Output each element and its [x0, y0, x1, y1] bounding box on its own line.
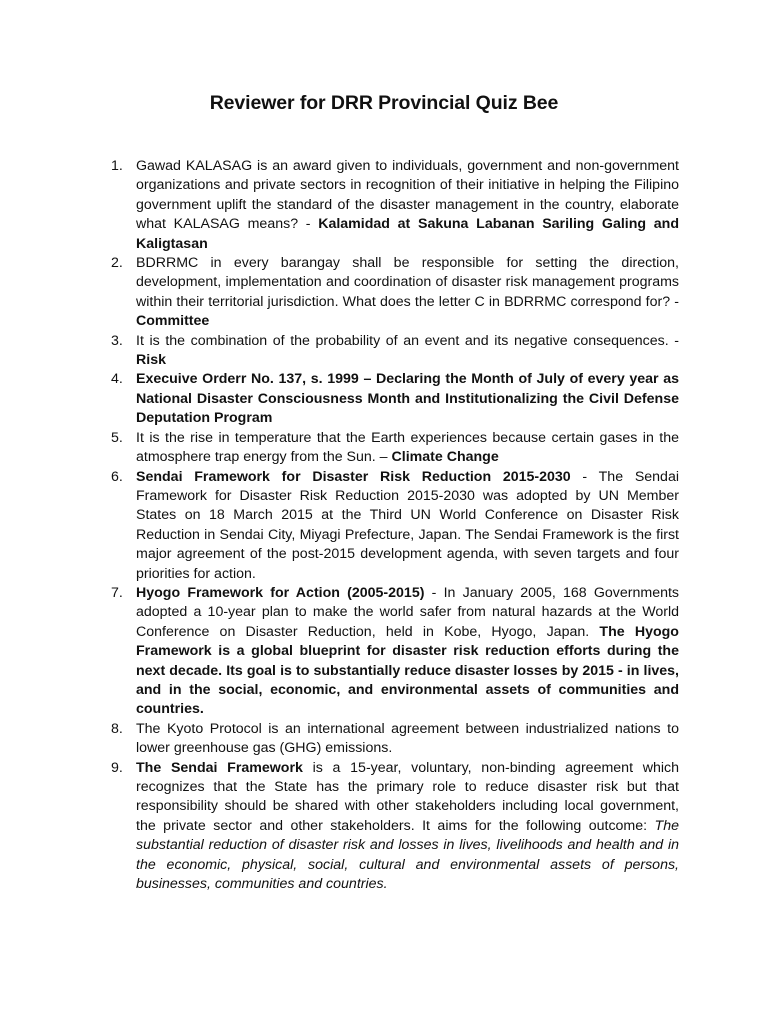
item-text: BDRRMC in every barangay shall be responsible for setting the direction, development, implementation and coordination of disaster risk management programs within their territorial jurisdiction. What does the letter C in BDRRMC correspond for? - — [136, 255, 679, 310]
item-answer: Kalamidad at Sakuna Labanan Sariling Galing and Kaligtasan — [136, 216, 679, 252]
item-number: 6. — [111, 468, 123, 485]
list-item — [111, 332, 679, 371]
item-heading: The Sendai Framework — [136, 759, 303, 776]
item-number: 5. — [111, 429, 123, 446]
question-list — [111, 157, 680, 894]
list-item — [111, 468, 679, 584]
item-number: 3. — [111, 332, 123, 349]
item-heading: Hyogo Framework for Action (2005-2015) — [136, 584, 425, 601]
item-text: - In January 2005, 168 Governments adopted a 10-year plan to make the world safer from natural hazards at the World Conference on Disaster Reduction, held in Kobe, Hyogo, Japan. — [136, 584, 680, 640]
item-answer: Risk — [136, 352, 166, 369]
list-item — [111, 157, 679, 254]
item-text: It is the combination of the probability of an event and its negative consequences. - — [136, 332, 679, 349]
item-number: 8. — [111, 720, 123, 737]
list-item — [111, 720, 679, 759]
list-item — [111, 584, 680, 720]
item-number: 7. — [111, 584, 123, 601]
list-item — [111, 759, 679, 895]
item-number: 4. — [111, 371, 123, 388]
item-text: is a 15-year, voluntary, non-binding agreement which recognizes that the State has the primary role to reduce disaster risk but that responsibility should be shared with other stakeholders including local government, the private sector and other stakeholders. It aims for the following outcome: — [136, 759, 679, 834]
list-item — [111, 254, 679, 332]
list-item — [111, 429, 679, 468]
item-answer: Climate Change — [391, 449, 499, 466]
item-number: 9. — [111, 759, 123, 776]
item-quote: The substantial reduction of disaster risk and losses in lives, livelihoods and health and in the economic, physical, social, cultural and environmental assets of persons, businesses, communities and countries. — [136, 817, 679, 893]
document-title: Reviewer for DRR Provincial Quiz Bee — [209, 92, 559, 114]
list-item — [111, 370, 679, 428]
item-emphasis: The Hyogo Framework is a global blueprint for disaster risk reduction efforts during the next decade. Its goal is to substantially reduce disaster losses by 2015 - in lives, and in the social, economic, and environmental assets of communities and countries. — [136, 623, 679, 718]
item-text: Execuive Orderr No. 137, s. 1999 – Declaring the Month of July of every year as National Disaster Consciousness Month and Institutionalizing the Civil Defense Deputation Program — [136, 371, 679, 427]
item-text: - The Sendai Framework for Disaster Risk Reduction 2015-2030 was adopted by UN Member States on 18 March 2015 at the Third UN World Conference on Disaster Risk Reduction in Sendai City, Miyagi Prefecture, Japan. The Sendai Framework is the first major agreement of the post-2015 development agenda, with seven targets and four priorities for action. — [136, 468, 679, 582]
item-answer: Committee — [136, 313, 210, 330]
item-text: Gawad KALASAG is an award given to individuals, government and non-government organizations and private sectors in recognition of their initiative in helping the Filipino government uplift the standard of the disaster management in the country, elaborate what KALASAG means? - — [136, 158, 679, 233]
item-number: 1. — [111, 158, 123, 174]
item-text: It is the rise in temperature that the Earth experiences because certain gases in the atmosphere trap energy from the Sun. – — [136, 429, 679, 466]
item-text: The Kyoto Protocol is an international agreement between industrialized nations to lower greenhouse gas (GHG) emissions. — [136, 720, 679, 757]
item-number: 2. — [111, 255, 123, 272]
item-heading: Sendai Framework for Disaster Risk Reduction 2015-2030 — [136, 468, 571, 485]
